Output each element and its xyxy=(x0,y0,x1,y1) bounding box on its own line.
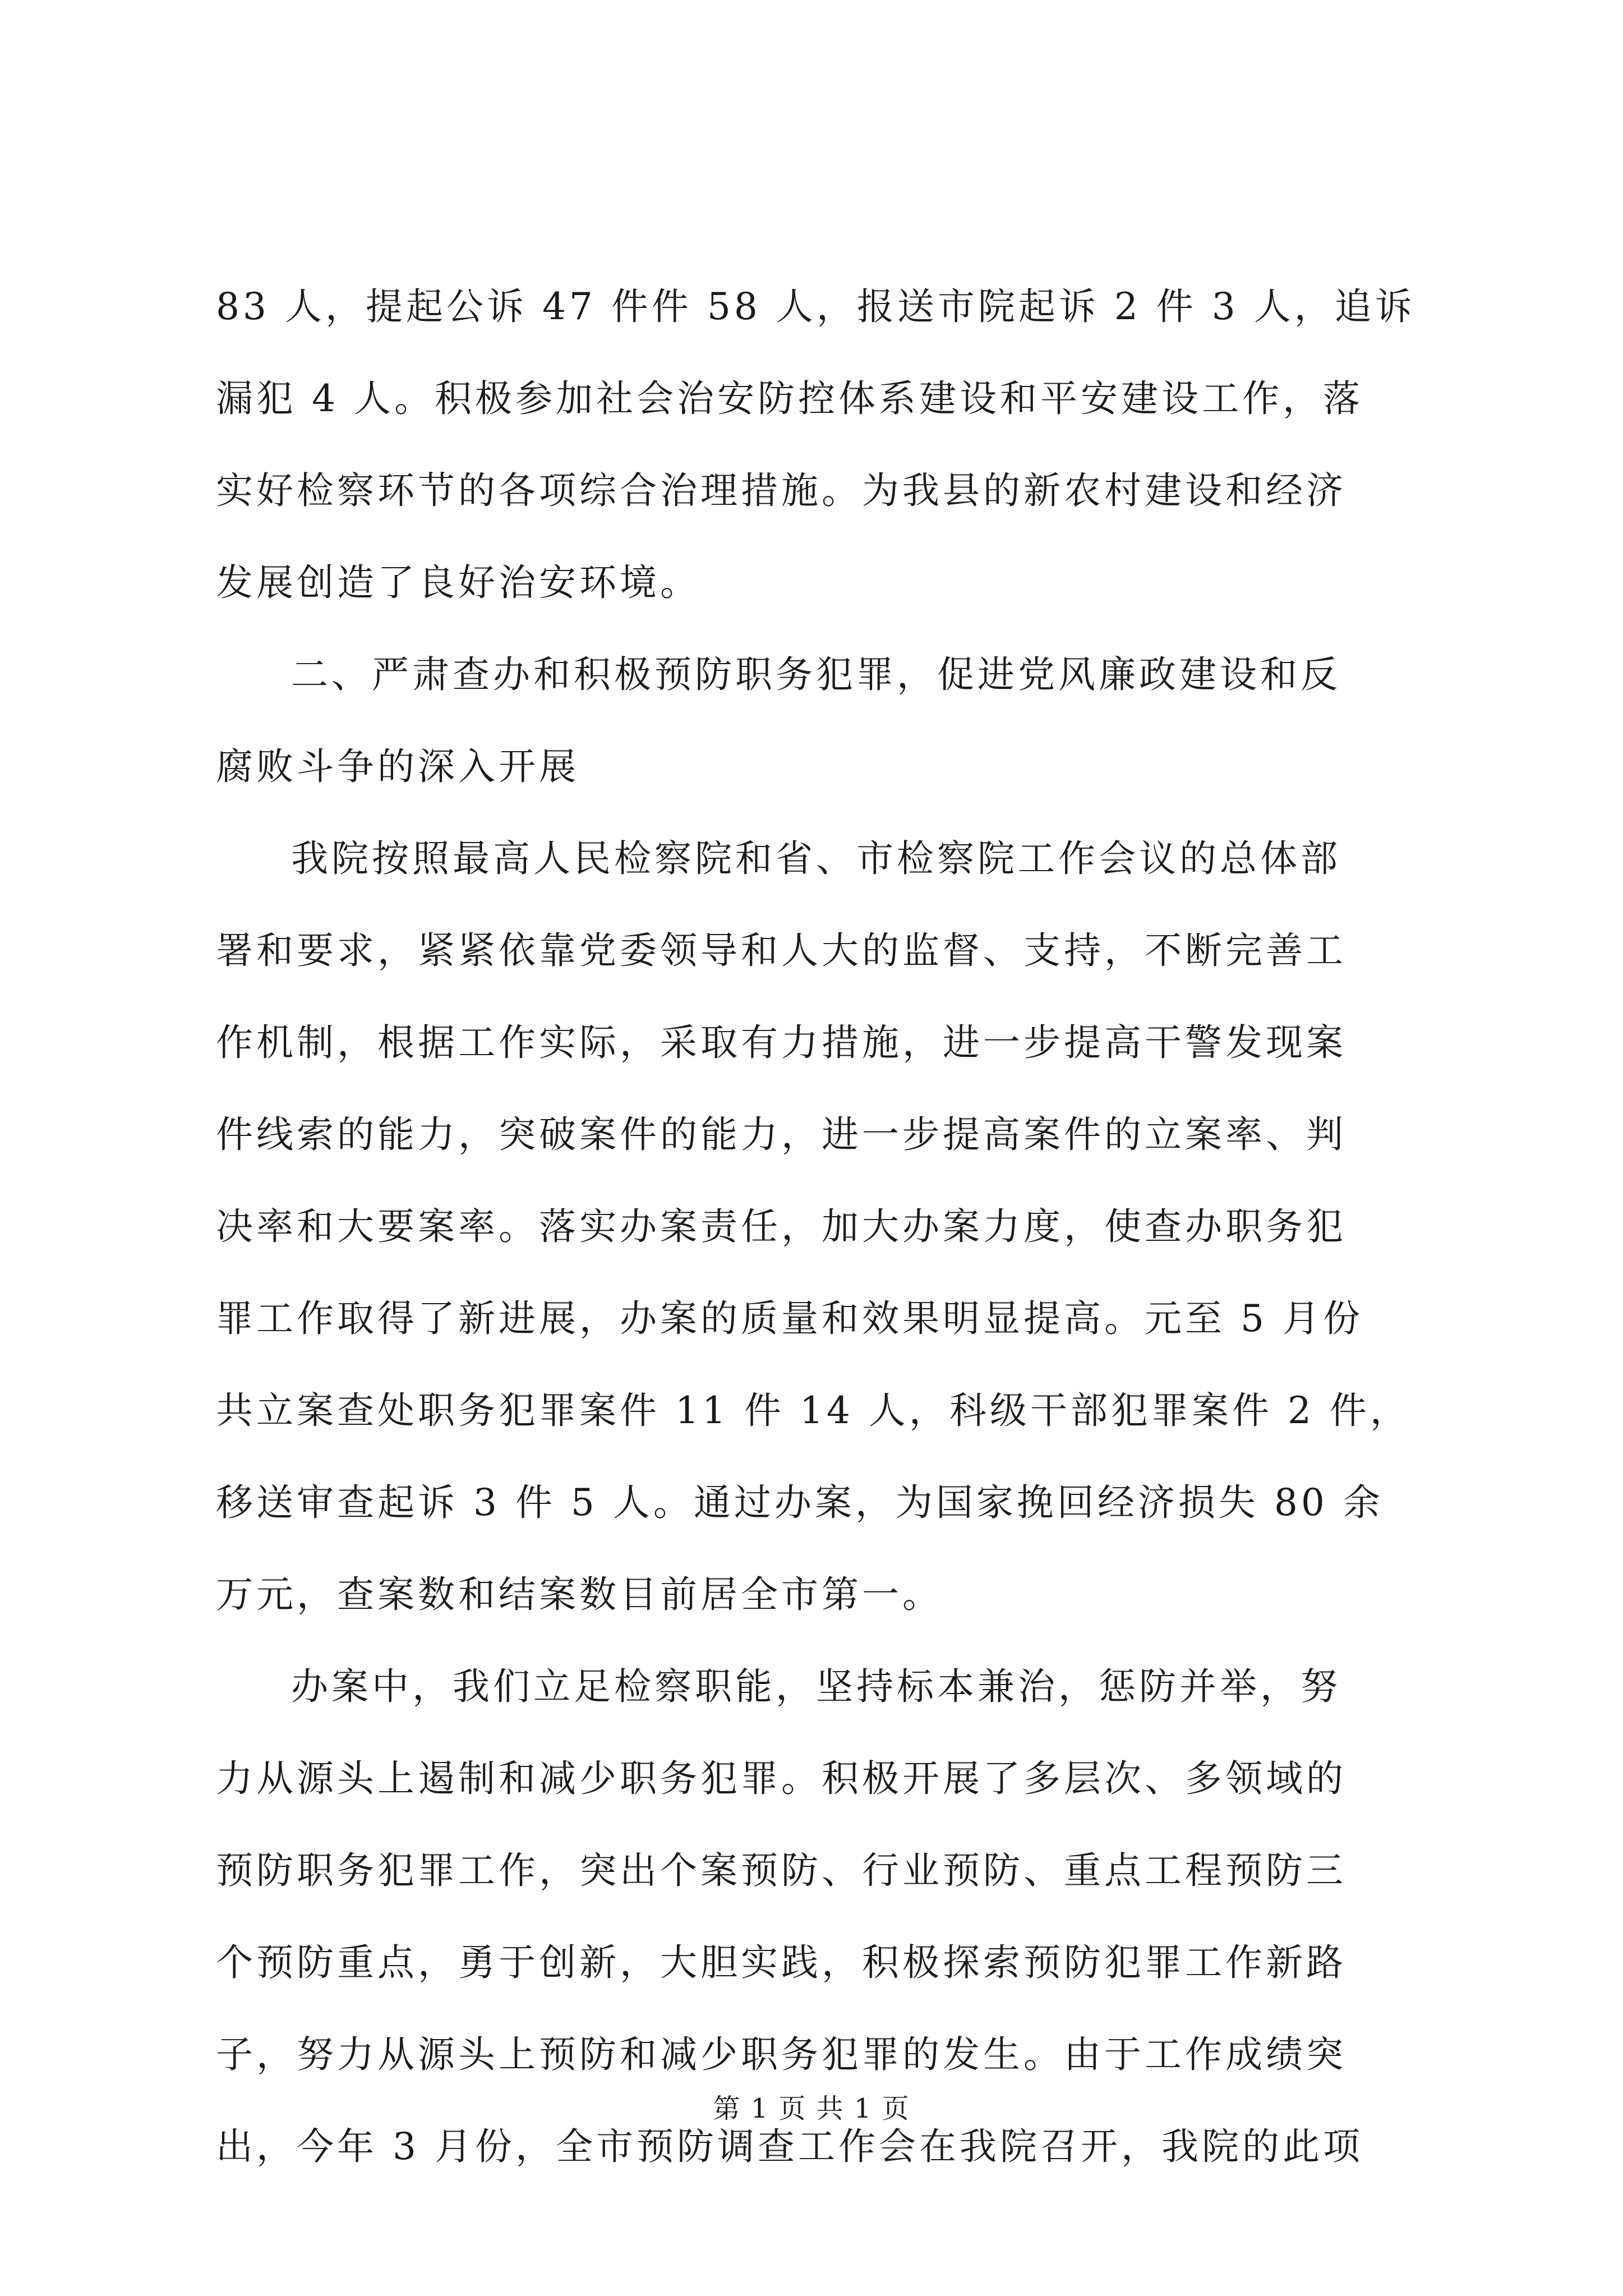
text-line: 83 人，提起公诉 47 件件 58 人，报送市院起诉 2 件 3 人，追诉 xyxy=(216,285,1415,328)
text-line: 我院按照最高人民检察院和省、市检察院工作会议的总体部 xyxy=(291,837,1341,880)
text-line: 罪工作取得了新进展，办案的质量和效果明显提高。元至 5 月份 xyxy=(216,1297,1363,1340)
text-line: 件线索的能力，突破案件的能力，进一步提高案件的立案率、判 xyxy=(216,1113,1347,1156)
page-number-footer: 第 1 页 共 1 页 xyxy=(713,2093,910,2124)
text-line: 移送审查起诉 3 件 5 人。通过办案，为国家挽回经济损失 80 余 xyxy=(216,1481,1384,1524)
section-heading-line: 二、严肃查办和积极预防职务犯罪，促进党风廉政建设和反 xyxy=(291,653,1341,696)
text-line: 实好检察环节的各项综合治理措施。为我县的新农村建设和经济 xyxy=(216,469,1347,512)
section-heading-line: 腐败斗争的深入开展 xyxy=(216,745,579,788)
text-line: 万元，查案数和结案数目前居全市第一。 xyxy=(216,1573,943,1616)
text-line: 个预防重点，勇于创新，大胆实践，积极探索预防犯罪工作新路 xyxy=(216,1941,1347,1984)
text-line: 署和要求，紧紧依靠党委领导和人大的监督、支持，不断完善工 xyxy=(216,929,1347,972)
text-line: 发展创造了良好治安环境。 xyxy=(216,561,700,604)
document-body xyxy=(216,261,1422,2193)
text-line: 子，努力从源头上预防和减少职务犯罪的发生。由于工作成绩突 xyxy=(216,2033,1347,2076)
text-line: 共立案查处职务犯罪案件 11 件 14 人，科级干部犯罪案件 2 件， xyxy=(216,1389,1410,1432)
text-line: 作机制，根据工作实际，采取有力措施，进一步提高干警发现案 xyxy=(216,1021,1347,1064)
text-line: 办案中，我们立足检察职能，坚持标本兼治，惩防并举，努 xyxy=(291,1665,1341,1708)
text-line: 漏犯 4 人。积极参加社会治安防控体系建设和平安建设工作，落 xyxy=(216,377,1363,420)
text-line: 决率和大要案率。落实办案责任，加大办案力度，使查办职务犯 xyxy=(216,1205,1347,1248)
text-line: 预防职务犯罪工作，突出个案预防、行业预防、重点工程预防三 xyxy=(216,1849,1347,1892)
text-line: 出，今年 3 月份，全市预防调查工作会在我院召开，我院的此项 xyxy=(216,2125,1363,2168)
text-line: 力从源头上遏制和减少职务犯罪。积极开展了多层次、多领域的 xyxy=(216,1757,1347,1800)
